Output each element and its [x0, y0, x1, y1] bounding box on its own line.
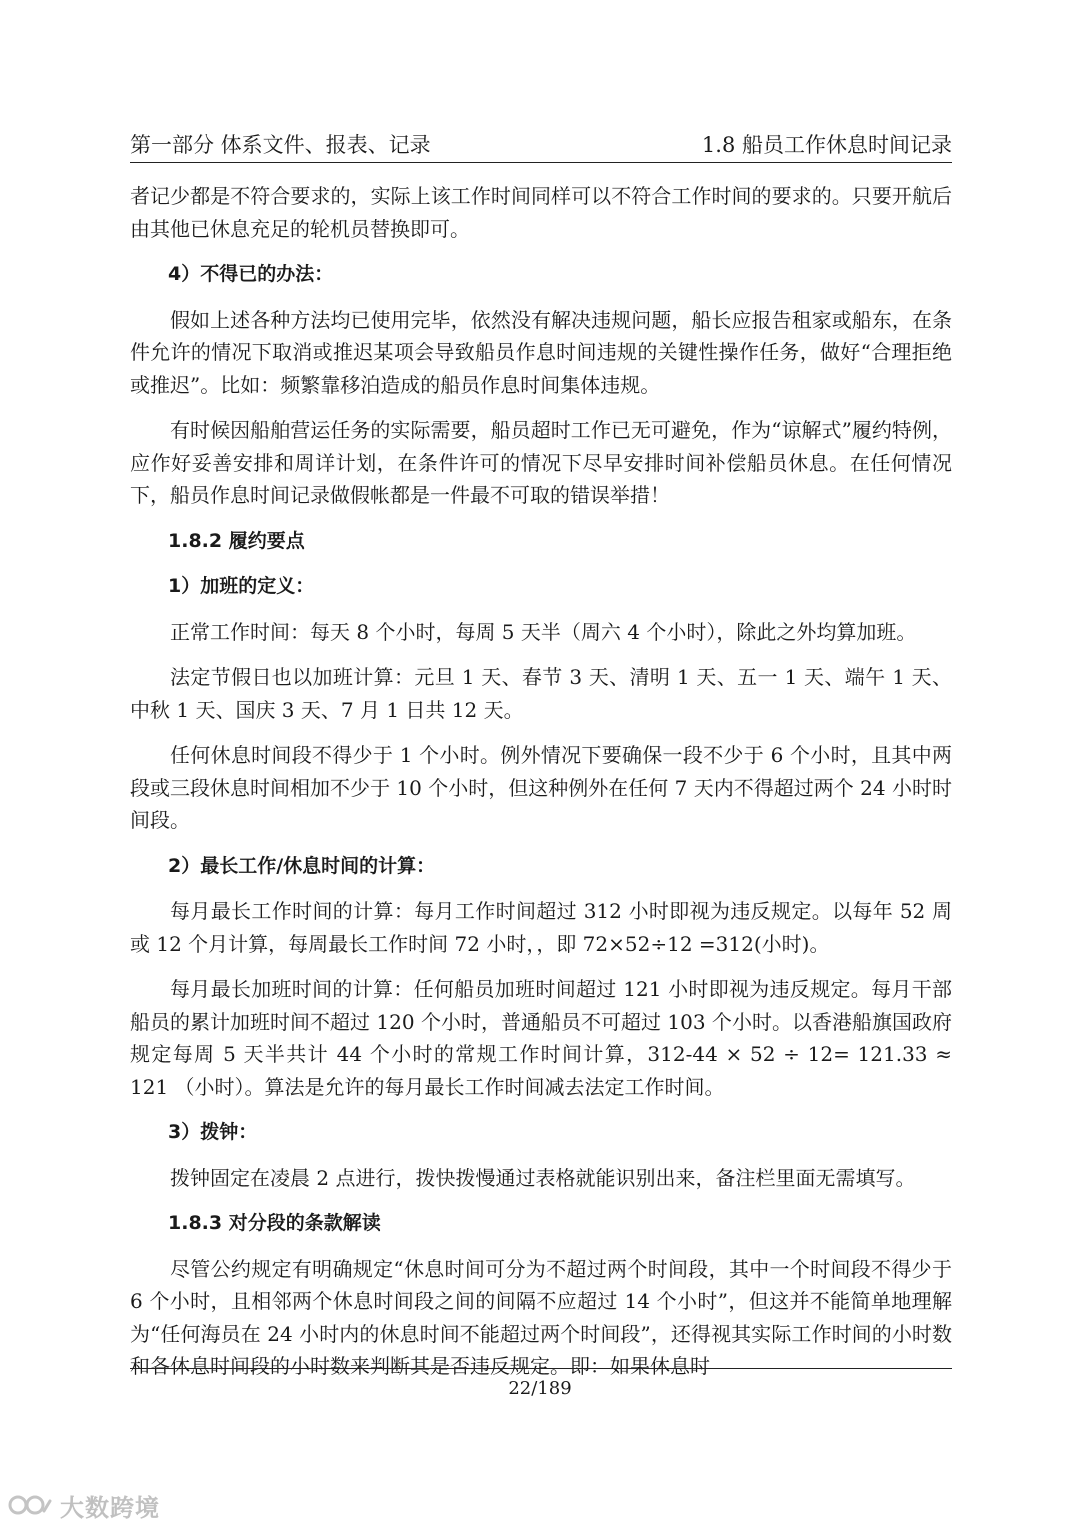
section-heading: 1.8.2 履约要点: [168, 529, 305, 552]
header-chapter-title: 1.8 船员工作休息时间记录: [701, 133, 952, 157]
paragraph: 正常工作时间：每天 8 个小时，每周 5 天半（周六 4 个小时），除此之外均算加班。: [170, 619, 917, 644]
subheading: 2）最长工作/休息时间的计算：: [168, 854, 436, 877]
subheading: 1）加班的定义：: [168, 575, 315, 597]
paragraph: 者记少都是不符合要求的，实际上该工作时间同样可以不符合工作时间的要求的。只要开航后由其他已休息充足的轮机员替换即可。: [130, 184, 952, 241]
paragraph: 有时候因船舶营运任务的实际需要，船员超时工作已无可避免，作为“谅解式”履约特例，应作好妥善安排和周详计划，在条件许可的情况下尽早安排时间补偿船员休息。在任何情况下，船员作息时间记录做假帐都是一件最不可取的错误举措！: [130, 418, 952, 507]
paragraph: 尽管公约规定有明确规定“休息时间可分为不超过两个时间段，其中一个时间段不得少于 6 个小时，且相邻两个休息时间段之间的间隔不应超过 14 个小时”，但这并不能简单地理解为“任何海员在 24 小时内的休息时间不能超过两个时间段”，还得视其实际工作时间的小时数和各休息时间段的小时数来判断其是否违反规定。即：如果休息时: [130, 1256, 952, 1378]
subheading: 3）拨钟：: [168, 1121, 258, 1143]
header-section-title: 第一部分 体系文件、报表、记录: [130, 133, 431, 157]
paragraph: 法定节假日也以加班计算：元旦 1 天、春节 3 天、清明 1 天、五一 1 天、端午 1 天、中秋 1 天、国庆 3 天、7 月 1 日共 12 天。: [130, 665, 952, 722]
brand-logo-icon: [6, 1493, 54, 1517]
paragraph: 任何休息时间段不得少于 1 个小时。例外情况下要确保一段不少于 6 个小时，且其中两段或三段休息时间相加不少于 10 个小时，但这种例外在任何 7 天内不得超过两个 24 小时时间段。: [130, 743, 952, 832]
paragraph: 每月最长工作时间的计算：每月工作时间超过 312 小时即视为违反规定。以每年 52 周或 12 个月计算，每周最长工作时间 72 小时，，即 72×52÷12 =312(小时)。: [130, 899, 952, 956]
subheading: 4）不得已的办法：: [168, 263, 334, 285]
watermark: [6, 1490, 160, 1520]
page-header: [130, 128, 952, 163]
section-heading: 1.8.3 对分段的条款解读: [168, 1212, 381, 1234]
paragraph: 每月最长加班时间的计算：任何船员加班时间超过 121 小时即视为违反规定。每月干部船员的累计加班时间不超过 120 个小时，普通船员不可超过 103 个小时。以香港船旗国政府规定每周 5 天半共计 44 个小时的常规工作时间计算，312-44 × 52 ÷ 12= 121.33 ≈ 121 （小时）。算法是允许的每月最长工作时间减去法定工作时间。: [130, 977, 952, 1099]
page-body: [130, 180, 952, 1396]
footer-divider: [130, 1368, 952, 1369]
watermark-text: 大数跨境: [60, 1493, 160, 1522]
page-number: 22/189: [508, 1378, 572, 1399]
paragraph: 假如上述各种方法均已使用完毕，依然没有解决违规问题，船长应报告租家或船东，在条件允许的情况下取消或推迟某项会导致船员作息时间违规的关键性操作任务，做好“合理拒绝或推迟”。比如：频繁靠移泊造成的船员作息时间集体违规。: [130, 307, 952, 397]
paragraph: 拨钟固定在凌晨 2 点进行，拨快拨慢通过表格就能识别出来，备注栏里面无需填写。: [170, 1165, 916, 1190]
